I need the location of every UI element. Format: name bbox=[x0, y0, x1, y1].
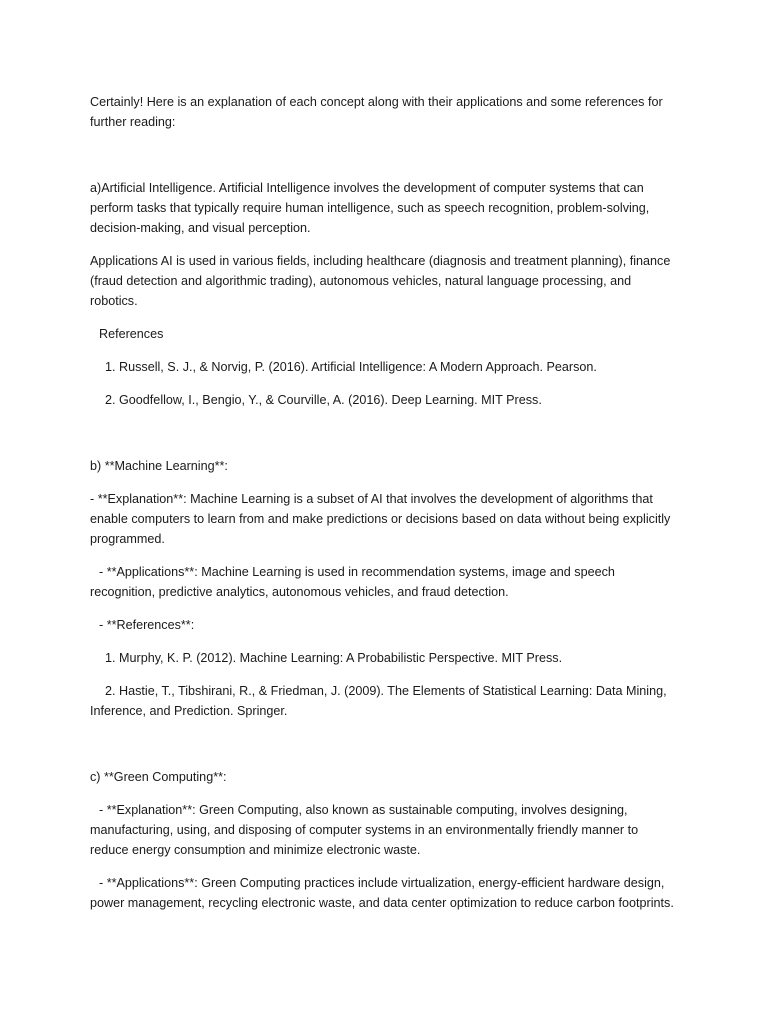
section-c-explanation: - **Explanation**: Green Computing, also known as sustainable computing, involves designing, manufacturing, using, and disposing of computer systems in an environmentally friendly manner to reduce energy consumption and minimize electronic waste. bbox=[90, 803, 639, 857]
section-c-applications: - **Applications**: Green Computing practices include virtualization, energy-efficient hardware design, power management, recycling electronic waste, and data center optimization to reduce carbon footprints. bbox=[90, 876, 674, 910]
section-b-applications-text: - **Applications**: Machine Learning is used in recommendation systems, image and speech recognition, predictive analytics, autonomous vehicles, and fraud detection. bbox=[90, 565, 615, 599]
section-a-applications: Applications AI is used in various fields, including healthcare (diagnosis and treatment planning), finance (fraud detection and algorithmic trading), autonomous vehicles, natural language processing, and robotics. bbox=[90, 254, 671, 308]
section-a-reference-1: 1. Russell, S. J., & Norvig, P. (2016). Artificial Intelligence: A Modern Approach. Pearson. bbox=[105, 360, 597, 374]
section-a-references-label: References bbox=[99, 327, 164, 341]
section-b-explanation-text: - **Explanation**: Machine Learning is a subset of AI that involves the development of algorithms that enable computers to learn from and make predictions or decisions based on data without being explicitly programmed. bbox=[90, 492, 671, 546]
section-b-reference-2: 2. Hastie, T., Tibshirani, R., & Friedman, J. (2009). The Elements of Statistical Learning: Data Mining, Inference, and Prediction. Springer. bbox=[90, 684, 667, 718]
intro-paragraph: Certainly! Here is an explanation of each concept along with their applications and some references for further reading: bbox=[90, 95, 663, 129]
section-b-applications bbox=[90, 562, 680, 602]
section-b-references-label: - **References**: bbox=[99, 618, 195, 632]
section-c-heading: c) **Green Computing**: bbox=[90, 770, 227, 784]
section-a-paragraph: a)Artificial Intelligence. Artificial Intelligence involves the development of computer systems that can perform tasks that typically require human intelligence, such as speech recognition, problem-solving, decision-making, and visual perception. bbox=[90, 181, 650, 235]
section-b-explanation bbox=[90, 489, 680, 549]
section-a-reference-2: 2. Goodfellow, I., Bengio, Y., & Courville, A. (2016). Deep Learning. MIT Press. bbox=[105, 393, 542, 407]
section-b-reference-1: 1. Murphy, K. P. (2012). Machine Learning: A Probabilistic Perspective. MIT Press. bbox=[105, 651, 563, 665]
section-b-heading: b) **Machine Learning**: bbox=[90, 459, 228, 473]
